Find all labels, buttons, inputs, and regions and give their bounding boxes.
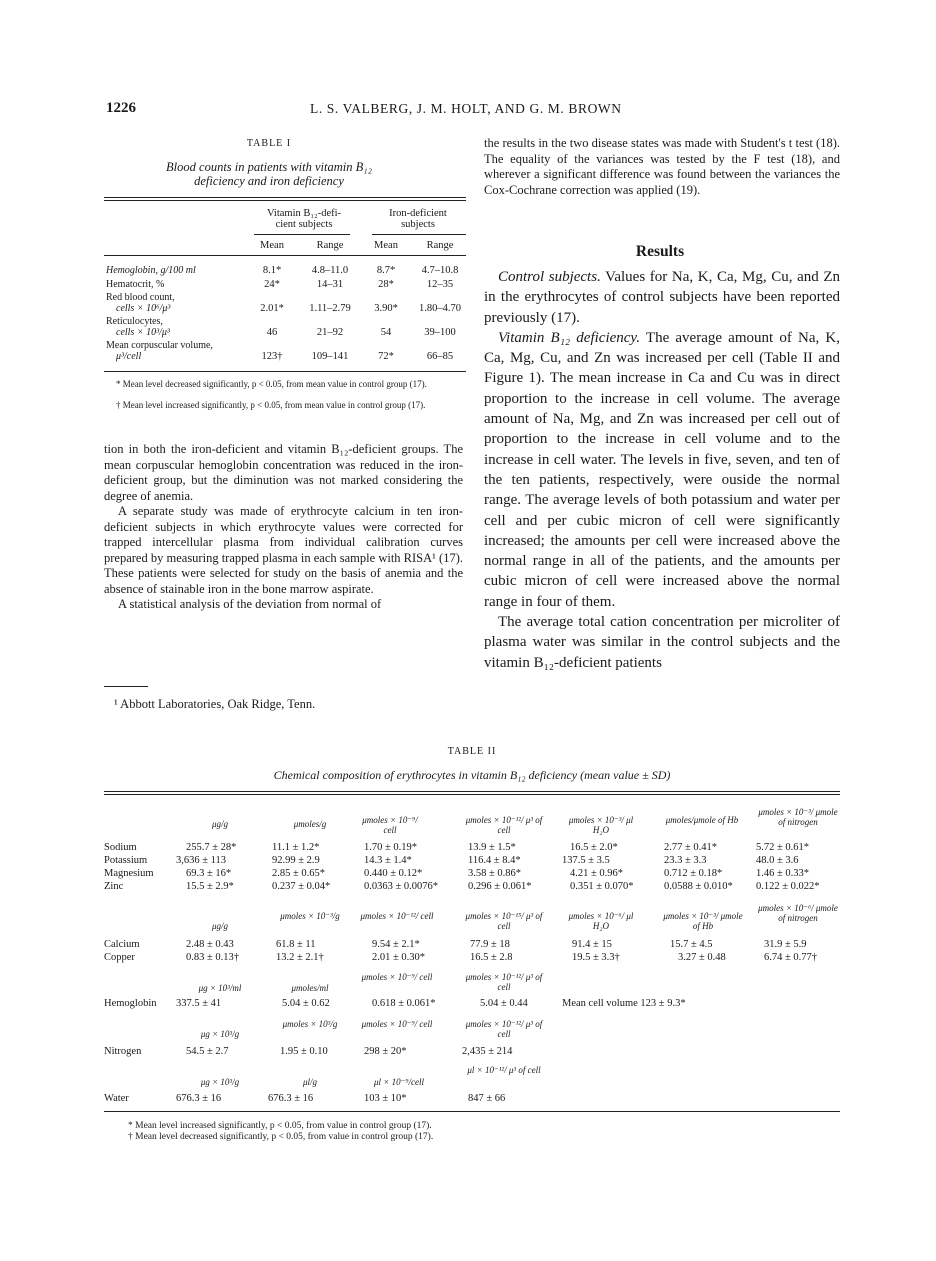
left-para3: A statistical analysis of the deviation from normal of — [118, 597, 382, 611]
t2-row-label: Zinc — [104, 881, 124, 892]
t2-cell: 5.72 ± 0.61* — [756, 842, 810, 853]
table1-col-mean-2: Mean — [374, 240, 398, 251]
t2-b2-hdr-0: μg/g — [211, 921, 229, 931]
table1-cell: 39–100 — [424, 327, 456, 338]
running-head: L. S. VALBERG, J. M. HOLT, AND G. M. BROWN — [310, 101, 622, 116]
left-para2: A separate study was made of erythrocyte calcium in ten iron-deficient subjects in which erythrocyte values were corrected for trapped intercellular plasma from individual calibration curves prepared by measuring trapped plasma in each sample with RISA¹ (17). These patients were selected for study on the basis of anemia and the absence of stainable iron in the bone marrow aspirate. — [104, 504, 463, 596]
table2-footnote1: * Mean level increased significantly, p < 0.05, from value in control group (17). — [128, 1121, 432, 1131]
t2-cell: 13.9 ± 1.5* — [468, 842, 516, 853]
table1-row-rbc-label: Red blood count, — [106, 292, 175, 303]
table1-top-rule — [104, 197, 466, 198]
t2-cell: 91.4 ± 15 — [572, 939, 612, 950]
t2-row-label: Calcium — [104, 939, 140, 950]
left-para1: tion in both the iron-deficient and vitamin B₁₂-deficient groups. The mean corpuscular hemoglobin concentration was reduced in the iron-deficient group, but the diminution was not marked considering the degree of anemia. — [104, 442, 463, 503]
table1-label: TABLE I — [246, 138, 292, 149]
t2-cell: 4.21 ± 0.96* — [570, 868, 624, 879]
table1-caption — [104, 160, 434, 188]
table1-col-range-2: Range — [426, 240, 454, 251]
t2-cell: 5.04 ± 0.44 — [480, 998, 528, 1009]
table1-row-label — [106, 340, 256, 362]
table1-cell: 46 — [266, 327, 278, 338]
t2-cell: 15.5 ± 2.9* — [186, 881, 234, 892]
t2-b3-hdr-0: μg × 10³/ml — [198, 983, 242, 993]
t2-cell: 69.3 ± 16* — [186, 868, 232, 879]
table1-row-mcv-unit: μ³/cell — [116, 351, 142, 362]
table1-caption-line1: Blood counts in patients with vitamin B₁₂ — [166, 160, 372, 174]
table1-cell: 2.01* — [260, 303, 284, 314]
table1-row-label: Hematocrit, % — [106, 279, 165, 290]
t2-b3-hdr-2: μmoles × 10⁻⁹/ cell — [361, 972, 433, 982]
t2-cell: 3.27 ± 0.48 — [678, 952, 726, 963]
table1-cell: 24* — [264, 279, 280, 290]
table1-group-iron-line1: Iron-deficient — [389, 208, 447, 219]
table1-footnote1: * Mean level decreased significantly, p < 0.05, from mean value in control group (17). — [116, 379, 427, 389]
t2-cell: 54.5 ± 2.7 — [186, 1046, 229, 1057]
t2-cell: 298 ± 20* — [364, 1046, 407, 1057]
t2-cell: 0.83 ± 0.13† — [186, 952, 240, 963]
t2-cell: 137.5 ± 3.5 — [562, 855, 610, 866]
t2-cell: 16.5 ± 2.8 — [470, 952, 513, 963]
t2-cell: 0.618 ± 0.061* — [372, 998, 436, 1009]
t2-b3-hdr-1: μmoles/ml — [291, 983, 329, 993]
table1-group-iron-line2: subjects — [401, 219, 435, 230]
table1-group-iron-rule — [372, 234, 466, 235]
t2-b2-hdr-1: μmoles × 10⁻³/g — [280, 911, 340, 921]
table1-cell: 14–31 — [316, 279, 344, 290]
t2-cell: 15.7 ± 4.5 — [670, 939, 713, 950]
table1-group-b12-line2: cient subjects — [275, 219, 333, 230]
t2-b4-hdr-3: μmoles × 10⁻¹²/ μ³ of cell — [465, 1019, 543, 1039]
t2-cell: 92.99 ± 2.9 — [272, 855, 320, 866]
table1-header-rule — [104, 255, 466, 256]
table2-top-rule-2 — [104, 794, 840, 795]
t2-b1-hdr-4: μmoles × 10⁻³/ μl H₂O — [568, 815, 634, 835]
table1-cell: 1.80–4.70 — [419, 303, 461, 314]
t2-b1-hdr-0: μg/g — [211, 819, 229, 829]
table1-caption-line2: deficiency and iron deficiency — [194, 174, 344, 188]
t2-cell: 3,636 ± 113 — [176, 855, 226, 866]
t2-cell: 2.85 ± 0.65* — [272, 868, 326, 879]
t2-cell: 16.5 ± 2.0* — [570, 842, 618, 853]
t2-cell: 1.95 ± 0.10 — [280, 1046, 328, 1057]
t2-row-label: Nitrogen — [104, 1046, 142, 1057]
t2-cell: 11.1 ± 1.2* — [272, 842, 320, 853]
t2-cell: 0.712 ± 0.18* — [664, 868, 723, 879]
t2-b2-hdr-4: μmoles × 10⁻⁶/ μl H₂O — [568, 911, 634, 931]
control-subjects-text: Values for Na, K, Ca, Mg, Cu, and Zn in the erythrocytes of control subjects have been reported previously (17). — [484, 269, 841, 326]
t2-cell: 31.9 ± 5.9 — [764, 939, 807, 950]
table1-cell: 4.8–11.0 — [311, 265, 349, 276]
table1-cell: 28* — [378, 279, 394, 290]
table1-col-range-1: Range — [316, 240, 344, 251]
table1-row-mcv-label: Mean corpuscular volume, — [106, 340, 213, 351]
results-heading: Results — [635, 243, 685, 260]
t2-b3-hdr-3: μmoles × 10⁻¹²/ μ³ of cell — [465, 972, 543, 992]
table1-cell: 1.11–2.79 — [309, 303, 351, 314]
t2-cell: 77.9 ± 18 — [470, 939, 510, 950]
table1-cell: 8.7* — [376, 265, 396, 276]
table1-cell: 109–141 — [311, 351, 349, 362]
t2-b5-hdr-3: μl × 10⁻¹²/ μ³ of cell — [467, 1065, 541, 1075]
t2-cell: 255.7 ± 28* — [186, 842, 237, 853]
t2-row-label: Potassium — [104, 855, 148, 866]
right-last-paragraph: The average total cation concentration per microliter of plasma water was similar in the control subjects and the vitamin B₁₂-deficient patients — [484, 614, 840, 671]
t2-cell: 48.0 ± 3.6 — [756, 855, 799, 866]
right-column-continuation: the results in the two disease states was made with Student's t test (18). The equality of the variances was tested by the F test (18), and wherever a significant difference was found between the variances the Cox-Cochrane correction was applied (19). — [484, 136, 840, 197]
table1-group-b12 — [252, 208, 356, 230]
t2-cell: 0.440 ± 0.12* — [364, 868, 423, 879]
t2-b1-hdr-2: μmoles × 10⁻⁹/ cell — [362, 815, 418, 835]
t2-cell: 19.5 ± 3.3† — [572, 952, 620, 963]
t2-cell: 0.0363 ± 0.0076* — [364, 881, 439, 892]
t2-cell: 116.4 ± 8.4* — [468, 855, 521, 866]
t2-b5-hdr-2: μl × 10⁻⁹/cell — [374, 1077, 424, 1087]
t2-cell: 0.0588 ± 0.010* — [664, 881, 733, 892]
table2-footnote2: † Mean level decreased significantly, p < 0.05, from value in control group (17). — [128, 1132, 434, 1142]
t2-cell: 2,435 ± 214 — [462, 1046, 513, 1057]
t2-b1-hdr-6: μmoles × 10⁻³/ μmole of nitrogen — [758, 807, 838, 827]
t2-b4-hdr-1: μmoles × 10³/g — [282, 1019, 338, 1029]
right-column-text — [484, 267, 840, 673]
t2-cell: 23.3 ± 3.3 — [664, 855, 707, 866]
t2-cell: 2.01 ± 0.30* — [372, 952, 426, 963]
t2-b5-hdr-1: μl/g — [302, 1077, 318, 1087]
table1-cell: 66–85 — [426, 351, 454, 362]
t2-b2-hdr-3: μmoles × 10⁻¹⁵/ μ³ of cell — [465, 911, 543, 931]
t2-cell: 0.351 ± 0.070* — [570, 881, 634, 892]
table1-row-retic-unit: cells × 10³/μ³ — [116, 327, 170, 338]
t2-b2-hdr-6: μmoles × 10⁻⁶/ μmole of nitrogen — [758, 903, 838, 923]
b12-deficiency-title: Vitamin B₁₂ deficiency. — [498, 329, 641, 346]
t2-cell: 3.58 ± 0.86* — [468, 868, 522, 879]
t2-b1-hdr-1: μmoles/g — [293, 819, 327, 829]
table1-group-iron — [370, 208, 466, 230]
t2-b1-hdr-5: μmoles/μmole of Hb — [665, 815, 739, 825]
t2-row-label: Water — [104, 1093, 129, 1104]
t2-b2-hdr-2: μmoles × 10⁻¹²/ cell — [360, 911, 434, 921]
t2-cell: 0.296 ± 0.061* — [468, 881, 532, 892]
t2-cell: 13.2 ± 2.1† — [276, 952, 324, 963]
table1-row-rbc-unit: cells × 10⁶/μ³ — [116, 303, 171, 314]
t2-cell: 61.8 ± 11 — [276, 939, 316, 950]
table1-cell: 72* — [378, 351, 394, 362]
t2-b1-hdr-3: μmoles × 10⁻¹²/ μ³ of cell — [465, 815, 543, 835]
table1-row-label — [106, 265, 256, 276]
page-number: 1226 — [106, 100, 136, 116]
t2-mean-cell-volume: Mean cell volume 123 ± 9.3* — [562, 998, 686, 1009]
table1-cell: 21–92 — [316, 327, 344, 338]
t2-cell: 1.70 ± 0.19* — [364, 842, 418, 853]
t2-cell: 5.04 ± 0.62 — [282, 998, 330, 1009]
control-subjects-title: Control subjects. — [498, 269, 601, 285]
t2-cell: 2.48 ± 0.43 — [186, 939, 234, 950]
table1-group-b12-rule — [254, 234, 350, 235]
table1-bottom-rule — [104, 371, 466, 372]
table1-group-b12-line1: Vitamin B₁₂-defi- — [266, 208, 342, 219]
t2-cell: 6.74 ± 0.77† — [764, 952, 818, 963]
t2-b4-hdr-0: μg × 10³/g — [200, 1029, 240, 1039]
t2-b2-hdr-5: μmoles × 10⁻³/ μmole of Hb — [663, 911, 743, 931]
t2-cell: 0.122 ± 0.022* — [756, 881, 820, 892]
t2-cell: 2.77 ± 0.41* — [664, 842, 718, 853]
t2-cell: 676.3 ± 16 — [268, 1093, 314, 1104]
table1-row-retic-label: Reticulocytes, — [106, 316, 163, 327]
left-column-text — [104, 442, 463, 613]
table1-top-rule-2 — [104, 200, 466, 201]
table1-row-label — [106, 292, 256, 314]
table1-cell: 4.7–10.8 — [421, 265, 459, 276]
table1-col-mean-1: Mean — [260, 240, 284, 251]
control-subjects-paragraph — [484, 267, 840, 328]
table2-label: TABLE II — [447, 746, 497, 757]
t2-row-label: Magnesium — [104, 868, 154, 879]
table2-caption: Chemical composition of erythrocytes in vitamin B₁₂ deficiency (mean value ± SD) — [273, 768, 671, 782]
table1-cell: 54 — [380, 327, 392, 338]
t2-cell: 0.237 ± 0.04* — [272, 881, 331, 892]
t2-cell: 14.3 ± 1.4* — [364, 855, 412, 866]
t2-cell: 1.46 ± 0.33* — [756, 868, 810, 879]
b12-deficiency-text: The average amount of Na, K, Ca, Mg, Cu, and Zn was increased per cell (Table II and Figure 1). The mean increase in Ca and Cu was in direct proportion to the increase in cell volume. The average amount of Na, Mg, and Zn was increased per cell out of proportion to the increase in cell volume and to the increase in cell water. The levels in five, seven, and ten of the ten patients, respectively, were ouside the normal range. The average levels of both potassium and water per cell and per cubic micron of cell were significantly increased; the amounts per cell were increased above the normal range in all of the patients, and the amounts per cubic micron of cell were increased above the normal range in four of them. — [484, 329, 840, 610]
left-footnote: ¹ Abbott Laboratories, Oak Ridge, Tenn. — [114, 697, 316, 711]
table1-row-hemoglobin-label: Hemoglobin, g/100 ml — [106, 265, 196, 276]
t2-cell: 9.54 ± 2.1* — [372, 939, 420, 950]
table1-row-label — [106, 316, 256, 338]
t2-cell: 847 ± 66 — [468, 1093, 506, 1104]
table1-cell: 3.90* — [374, 303, 398, 314]
t2-cell: 103 ± 10* — [364, 1093, 407, 1104]
table1-footnote2: † Mean level increased significantly, p < 0.05, from mean value in control group (17). — [116, 400, 426, 410]
t2-cell: 337.5 ± 41 — [176, 998, 222, 1009]
b12-deficiency-paragraph — [484, 328, 840, 612]
table1-cell: 12–35 — [426, 279, 454, 290]
table1-cell: 8.1* — [262, 265, 282, 276]
table2-bottom-rule — [104, 1111, 840, 1112]
t2-b4-hdr-2: μmoles × 10⁻⁹/ cell — [361, 1019, 433, 1029]
t2-row-label: Copper — [104, 952, 135, 963]
t2-row-label: Sodium — [104, 842, 137, 853]
t2-row-label: Hemoglobin — [104, 998, 157, 1009]
t2-cell: 676.3 ± 16 — [176, 1093, 222, 1104]
table1-cell: 123† — [261, 351, 283, 362]
table2-top-rule — [104, 791, 840, 792]
t2-b5-hdr-0: μg × 10³/g — [200, 1077, 240, 1087]
footnote-rule — [104, 686, 148, 687]
